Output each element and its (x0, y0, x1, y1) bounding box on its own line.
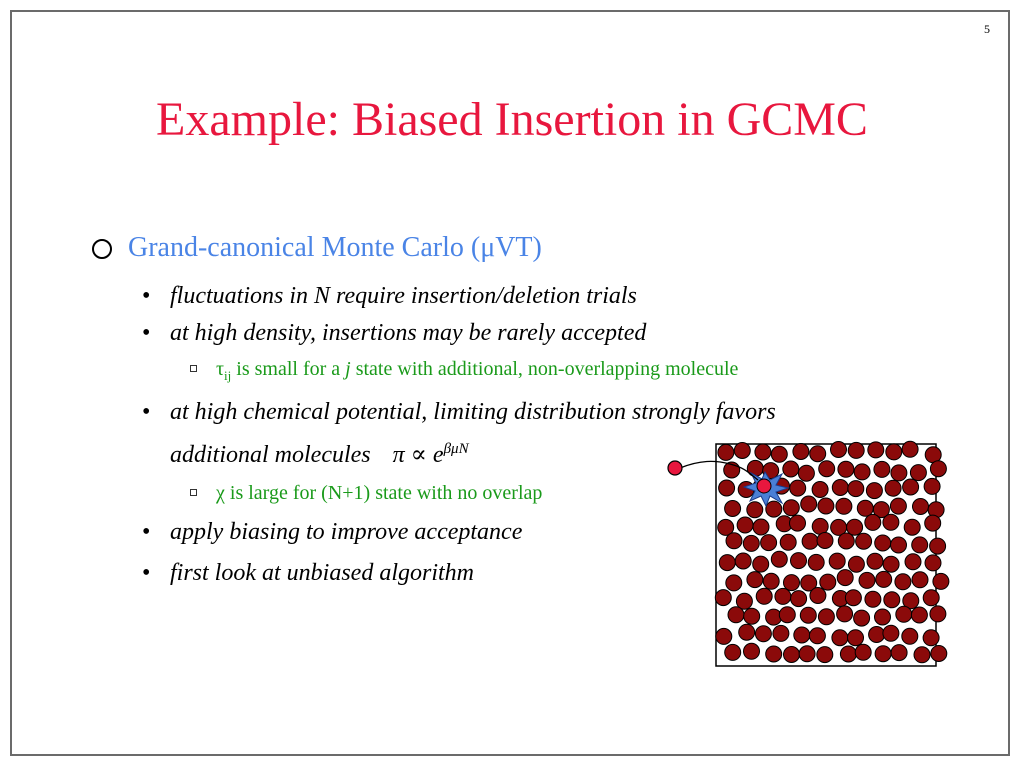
molecule-particle (794, 627, 810, 643)
molecule-particle (855, 644, 871, 660)
molecule-particle (848, 630, 864, 646)
molecule-particle (912, 537, 928, 553)
molecule-particle (818, 609, 834, 625)
molecule-particle (753, 556, 769, 572)
bullet-text: Grand-canonical Monte Carlo (μVT) (128, 232, 542, 263)
molecule-particle (930, 606, 946, 622)
molecule-particle (747, 572, 763, 588)
molecule-particle (790, 480, 806, 496)
bullet-fluctuations (90, 278, 950, 315)
bullet-dot-icon: • (142, 560, 151, 586)
molecule-particle (725, 501, 741, 517)
molecule-particle (847, 519, 863, 535)
molecule-particle (744, 643, 760, 659)
molecule-particle (761, 535, 777, 551)
bullet-high-density (90, 315, 950, 352)
bullet-text: apply biasing to improve acceptance (170, 519, 523, 545)
square-bullet-icon (190, 489, 197, 496)
molecule-particle (923, 590, 939, 606)
molecule-particle (895, 574, 911, 590)
tau-subscript: ij (224, 368, 232, 383)
bullet-level1-grand-canonical (90, 228, 950, 268)
molecule-particle (848, 556, 864, 572)
molecule-particle (800, 607, 816, 623)
molecule-particle (783, 461, 799, 477)
molecule-particle (810, 446, 826, 462)
bullet-text-line2: additional molecules (170, 442, 371, 468)
molecule-particle (883, 625, 899, 641)
molecule-particle (728, 607, 744, 623)
molecule-particle (735, 553, 751, 569)
bullet-text: at high density, insertions may be rarely accepted (170, 320, 647, 346)
bullet-dot-icon: • (142, 283, 151, 309)
molecule-particle (854, 464, 870, 480)
molecule-particle (779, 607, 795, 623)
molecule-particle (854, 610, 870, 626)
molecule-particle (925, 555, 941, 571)
sub-bullet-text-a: is small for a (231, 358, 346, 380)
molecule-particle (808, 554, 824, 570)
j-variable: j (345, 358, 351, 380)
molecule-particle (756, 588, 772, 604)
molecule-particle (840, 646, 856, 662)
molecule-particle (820, 574, 836, 590)
molecule-particle (923, 630, 939, 646)
molecule-particle (856, 533, 872, 549)
molecule-particle (874, 461, 890, 477)
molecule-particle (773, 625, 789, 641)
molecule-particle (866, 483, 882, 499)
molecule-particle (867, 553, 883, 569)
molecule-particle (868, 442, 884, 458)
molecule-particle (924, 478, 940, 494)
sub-bullet-text: is large for (N+1) state with no overlap (224, 482, 543, 504)
molecule-particle (848, 442, 864, 458)
molecule-particle (891, 465, 907, 481)
molecule-particle (719, 480, 735, 496)
molecule-particle (896, 606, 912, 622)
molecule-particle (810, 588, 826, 604)
molecule-particle (726, 533, 742, 549)
molecule-particle (798, 465, 814, 481)
particle-box-illustration (660, 438, 960, 678)
molecule-particle (801, 496, 817, 512)
molecule-particle (859, 572, 875, 588)
bullet-dot-icon: • (142, 399, 151, 425)
molecule-particle (865, 591, 881, 607)
bullet-text: fluctuations in N require insertion/deletion trials (170, 283, 637, 309)
molecule-particle (763, 573, 779, 589)
molecule-particle (771, 446, 787, 462)
molecule-particle (809, 628, 825, 644)
molecule-particle (910, 465, 926, 481)
molecule-particle (790, 515, 806, 531)
molecule-particle (913, 499, 929, 515)
molecule-particle (818, 498, 834, 514)
molecule-particle (780, 534, 796, 550)
molecule-particle (837, 570, 853, 586)
molecule-particle (719, 555, 735, 571)
molecule-particle (911, 607, 927, 623)
molecule-particle (766, 646, 782, 662)
molecule-particle (802, 533, 818, 549)
molecule-particle (739, 624, 755, 640)
molecule-particle (799, 646, 815, 662)
molecule-particle (905, 554, 921, 570)
molecule-particle (755, 626, 771, 642)
molecule-particle (931, 646, 947, 662)
molecule-particle (829, 553, 845, 569)
molecule-particle (876, 571, 892, 587)
molecule-particle (734, 443, 750, 459)
molecule-particle (771, 551, 787, 567)
molecule-particle (883, 556, 899, 572)
molecule-particle (902, 628, 918, 644)
molecule-particle (875, 646, 891, 662)
tau-symbol: τ (216, 358, 225, 380)
molecule-particle (848, 481, 864, 497)
molecule-particle (933, 573, 949, 589)
square-bullet-icon (190, 365, 197, 372)
molecule-particle (716, 628, 732, 644)
molecule-particle (865, 514, 881, 530)
hollow-circle-bullet-icon (92, 239, 112, 259)
molecule-particle (819, 461, 835, 477)
molecule-particle (836, 498, 852, 514)
molecule-particle (930, 538, 946, 554)
molecule-particle (766, 501, 782, 517)
molecule-particle (912, 572, 928, 588)
molecule-particle (784, 575, 800, 591)
molecule-particle (925, 515, 941, 531)
molecule-particle (817, 647, 833, 663)
molecule-particle (817, 533, 833, 549)
molecule-particle (755, 444, 771, 460)
molecule-particle (885, 480, 901, 496)
molecule-particle (784, 647, 800, 663)
molecule-particle (891, 537, 907, 553)
formula-base: π ∝ e (392, 442, 444, 468)
bullet-text-line1: at high chemical potential, limiting distribution strongly favors (170, 399, 776, 425)
page-number: 5 (984, 22, 990, 36)
chi-symbol: χ (216, 482, 225, 504)
molecule-particle (775, 588, 791, 604)
molecule-particle (891, 645, 907, 661)
molecule-particle (875, 535, 891, 551)
molecule-particle (812, 518, 828, 534)
inserted-molecule-in-box (757, 479, 771, 493)
molecule-particle (793, 444, 809, 460)
molecule-particle (832, 480, 848, 496)
molecule-particle (832, 630, 848, 646)
molecule-particle (737, 517, 753, 533)
sub-bullet-text-b: state with additional, non-overlapping molecule (350, 358, 739, 380)
molecule-particle (869, 627, 885, 643)
molecule-particle (753, 519, 769, 535)
molecule-particle (884, 592, 900, 608)
bullet-text: first look at unbiased algorithm (170, 560, 475, 586)
molecule-particle (903, 479, 919, 495)
slide-title: Example: Biased Insertion in GCMC (156, 93, 868, 146)
molecule-particle (857, 500, 873, 516)
molecule-particle (718, 444, 734, 460)
molecule-particle (725, 644, 741, 660)
molecule-particle (747, 502, 763, 518)
molecule-particle (744, 608, 760, 624)
molecule-particle (845, 590, 861, 606)
distribution-formula (393, 442, 469, 468)
formula-exponent: βμN (443, 441, 469, 457)
sub-bullet-tau (90, 354, 950, 391)
molecule-particle (791, 591, 807, 607)
molecule-particle (883, 514, 899, 530)
molecule-particle (890, 498, 906, 514)
molecule-particle (914, 647, 930, 663)
molecule-particle (743, 535, 759, 551)
molecule-particle (812, 482, 828, 498)
bullet-dot-icon: • (142, 519, 151, 545)
molecule-particle (838, 461, 854, 477)
molecule-particle (904, 519, 920, 535)
molecule-particle (837, 606, 853, 622)
molecule-to-insert (668, 461, 682, 475)
molecule-particle (875, 609, 891, 625)
molecule-particle (791, 553, 807, 569)
molecule-particle (886, 444, 902, 460)
molecule-particle (715, 590, 731, 606)
molecule-particle (838, 533, 854, 549)
molecule-particle (831, 442, 847, 458)
bullet-dot-icon: • (142, 320, 151, 346)
molecule-particle (726, 575, 742, 591)
molecule-particle (902, 441, 918, 457)
molecule-particle (930, 461, 946, 477)
molecule-particle (783, 500, 799, 516)
